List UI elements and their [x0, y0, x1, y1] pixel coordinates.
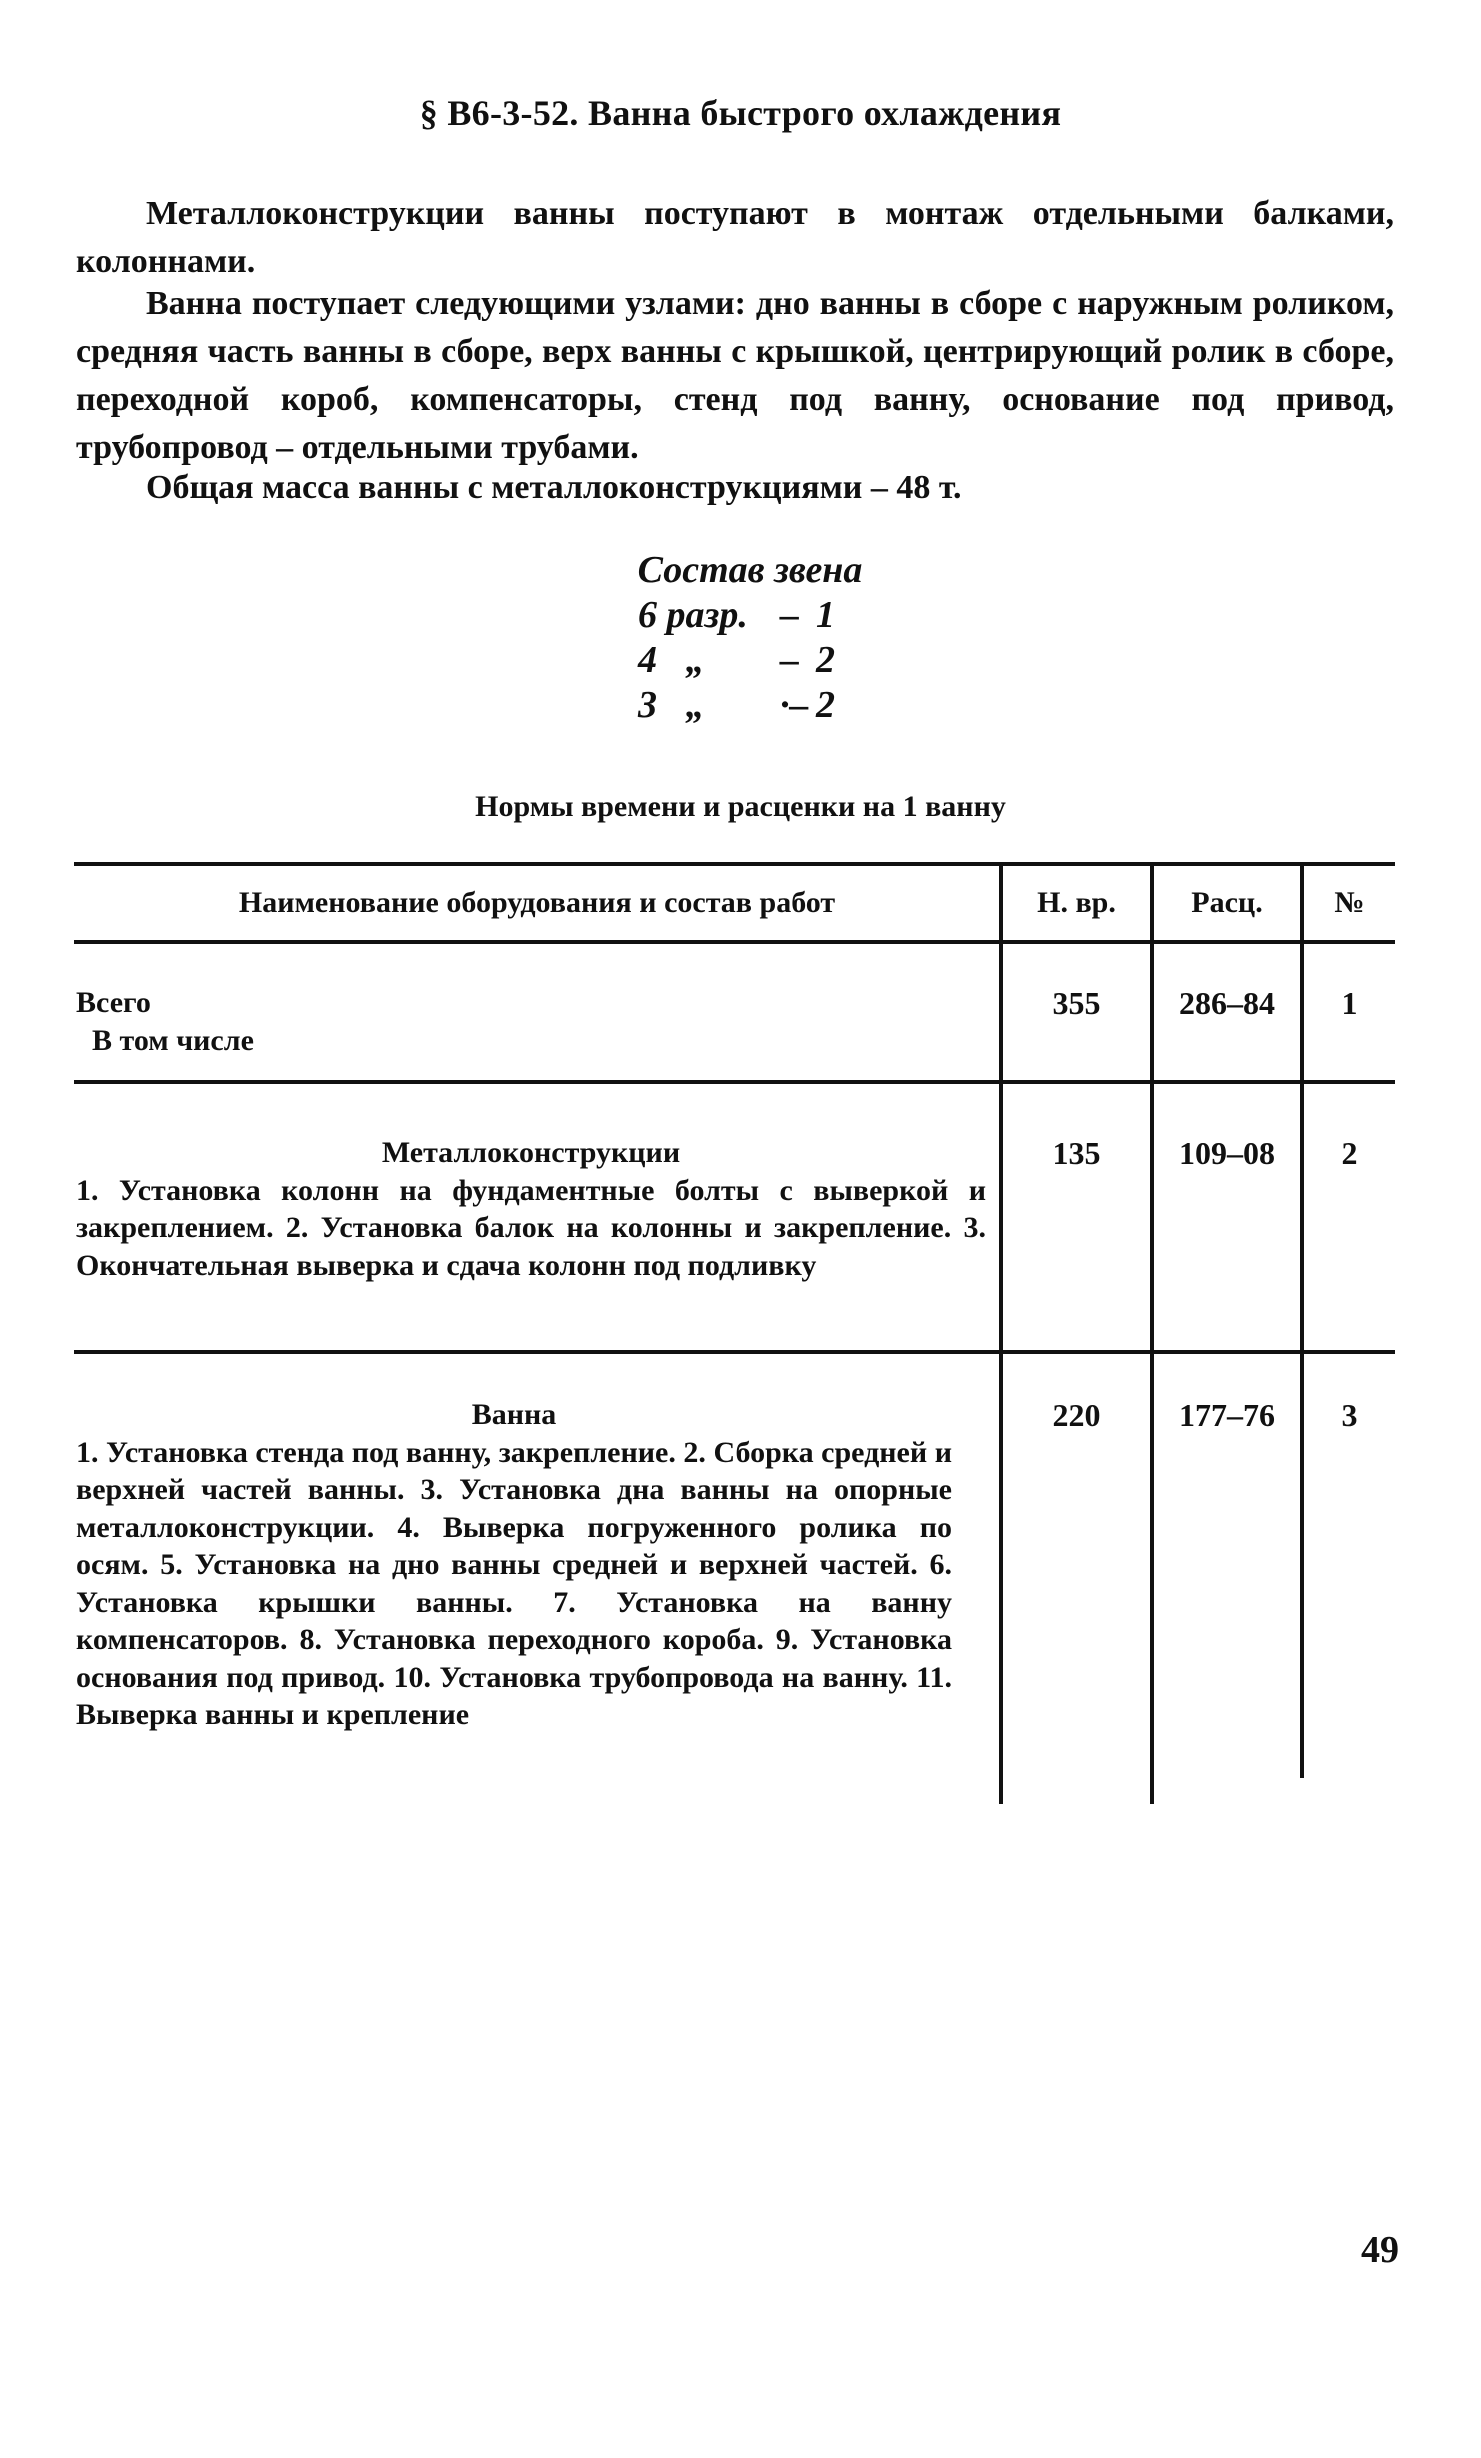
row-bath-text: 1. Установка стенда под ванну, закрепление. 2. Сборка средней и верхней частей ванны. 3. Установка дна ванны на опорные металлоконструкции. 4. Выверка погруженного ролика по осям. 5. Установка на дно ванны средней и верхней частей. 6. Установка крышки ванны. 7. Установка на ванну компенсаторов. 8. Установка переходного короба. 9. Установка основания под привод. 10. Установка трубопровода на ванну. 11. Выверка ванны и крепление: [76, 1435, 952, 1731]
paragraph-mass: Общая масса ванны с металлоконструкциями – 48 т.: [146, 469, 962, 506]
paragraph-units: Ванна поступает следующими узлами: дно ванны в сборе с наружным роликом, средняя часть ванны в сборе, верх ванны с крышкой, центрирующий ролик в сборе, переходной короб, компенсаторы, стенд под ванну, основание под привод, трубопровод – отдельными трубами.: [76, 285, 1394, 466]
crew-dash: –: [780, 594, 799, 636]
crew-dash: –: [780, 639, 799, 681]
crew-dash: ·–: [780, 684, 809, 726]
row-steelwork-text: 1. Установка колонн на фундаментные болты с выверкой и закреплением. 2. Установка балок на колонны и закрепление. 3. Окончательная выверка и сдача колонн под подливку: [76, 1173, 986, 1282]
row-steelwork-number: 2: [1341, 1135, 1358, 1171]
row-steelwork-price: 109–08: [1179, 1135, 1275, 1171]
row-bath-section: Ванна: [471, 1398, 557, 1431]
row-total-sublabel: В том числе: [92, 1024, 254, 1057]
header-norm: Н. вр.: [1037, 886, 1116, 919]
row-total-price: 286–84: [1179, 985, 1275, 1021]
page-number: 49: [1361, 2229, 1399, 2271]
crew-count: 2: [816, 684, 835, 726]
row-steelwork-section: Металлоконструкции: [381, 1136, 681, 1169]
table-rule-row2: [74, 1350, 1395, 1354]
header-price: Расц.: [1191, 886, 1263, 919]
section-heading: § В6-3-52. Ванна быстрого охлаждения: [419, 93, 1062, 133]
crew-count: 1: [816, 594, 835, 636]
row-bath-norm: 220: [1052, 1397, 1101, 1433]
row-total-norm: 355: [1052, 985, 1101, 1021]
row-steelwork-norm: 135: [1052, 1135, 1101, 1171]
row-bath-number: 3: [1341, 1397, 1358, 1433]
row-total-label: Всего: [76, 986, 151, 1019]
crew-grade: 3 „: [638, 684, 705, 726]
row-total-number: 1: [1341, 985, 1358, 1021]
table-rule-top: [74, 862, 1395, 866]
header-work: Наименование оборудования и состав работ: [238, 886, 836, 919]
crew-title: Состав звена: [637, 549, 863, 591]
row-bath-price: 177–76: [1179, 1397, 1275, 1433]
crew-grade: 4 „: [638, 639, 705, 681]
crew-grade: 6 разр.: [638, 594, 748, 636]
table-rule-row1: [74, 1080, 1395, 1084]
row-steelwork-description: [76, 1134, 986, 1284]
table-title: Нормы времени и расценки на 1 ванну: [475, 790, 1006, 823]
paragraph-delivery: Металлоконструкции ванны поступают в монтаж отдельными балками, колоннами.: [76, 195, 1394, 280]
crew-count: 2: [816, 639, 835, 681]
row-bath-description: [76, 1396, 952, 1734]
header-number: №: [1334, 886, 1365, 919]
table-rule-header: [74, 940, 1395, 944]
